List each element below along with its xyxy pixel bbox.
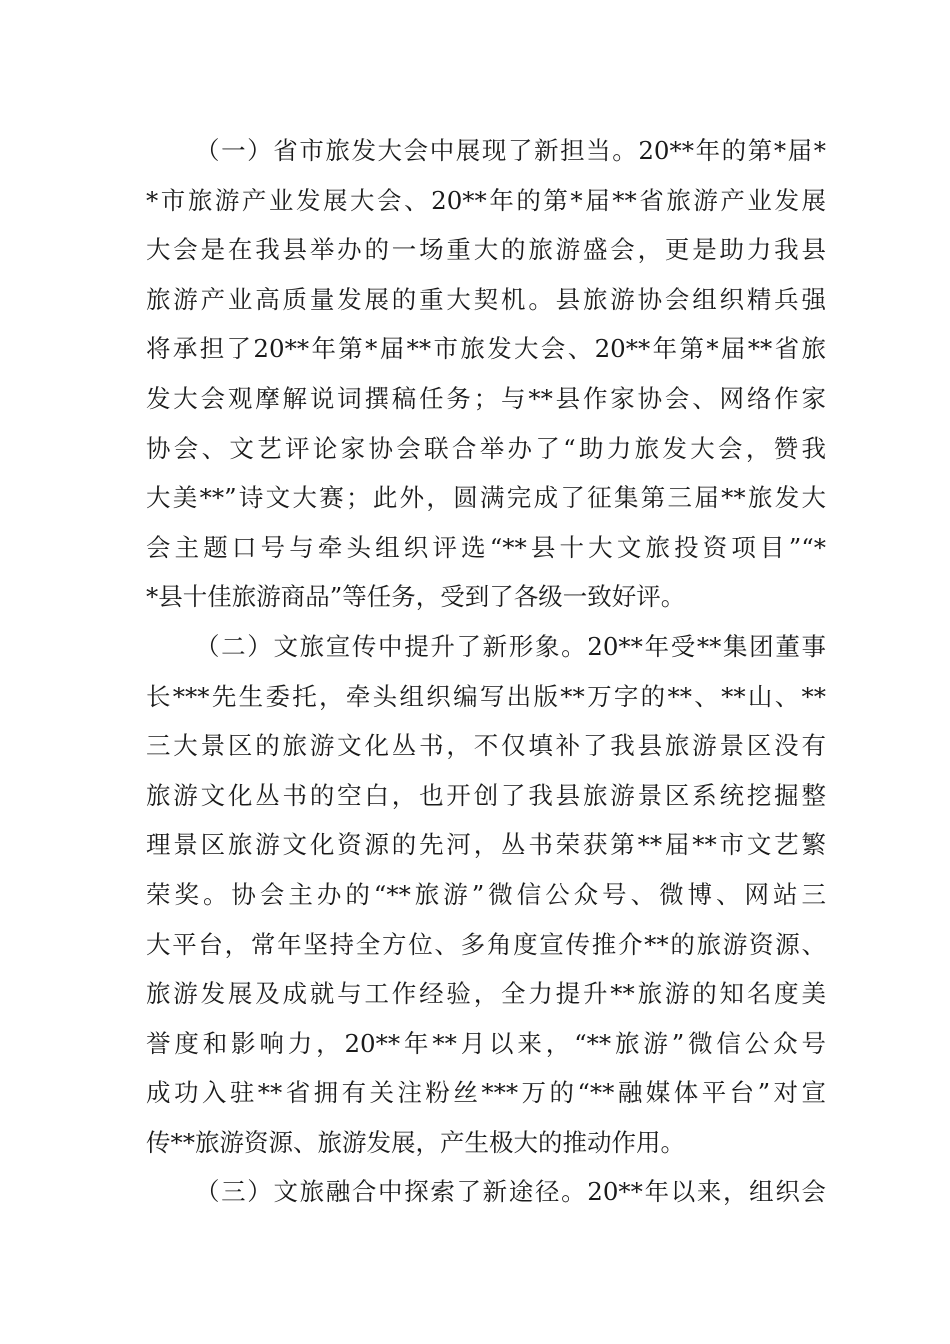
paragraph-line: *县十佳旅游商品”等任务，受到了各级一致好评。: [146, 582, 686, 612]
body-text: [146, 126, 826, 1217]
paragraph-first-line: （二）文旅宣传中提升了新形象。20**年受**集团董事: [195, 631, 826, 661]
paragraph-first-line: （三）文旅融合中探索了新途径。20**年以来，组织会: [195, 1177, 826, 1207]
paragraph-line: *市旅游产业发展大会、20**年的第*届**省旅游产业发展: [146, 185, 826, 215]
paragraph-line: 大平台，常年坚持全方位、多角度宣传推介**的旅游资源、: [146, 929, 826, 959]
paragraph-line: 传**旅游资源、旅游发展，产生极大的推动作用。: [146, 1127, 685, 1157]
paragraph-first-line: （一）省市旅发大会中展现了新担当。20**年的第*届*: [195, 136, 826, 165]
paragraph-line: 荣奖。协会主办的“**旅游”微信公众号、微博、网站三: [146, 879, 826, 909]
paragraph-line: 理景区旅游文化资源的先河，丛书荣获第**届**市文艺繁: [146, 830, 826, 860]
paragraph-line: 旅游产业高质量发展的重大契机。县旅游协会组织精兵强: [146, 284, 826, 314]
paragraph-line: 将承担了20**年第*届**市旅发大会、20**年第*届**省旅: [146, 334, 826, 364]
paragraph-line: 协会、文艺评论家协会联合举办了“助力旅发大会，赞我: [146, 433, 826, 463]
paragraph-line: 旅游文化丛书的空白，也开创了我县旅游景区系统挖掘整: [146, 780, 826, 810]
paragraph-line: 三大景区的旅游文化丛书，不仅填补了我县旅游景区没有: [146, 731, 826, 761]
paragraph-line: 成功入驻**省拥有关注粉丝***万的“**融媒体平台”对宣: [146, 1078, 826, 1108]
paragraph-line: 长***先生委托，牵头组织编写出版**万字的**、**山、**: [146, 681, 826, 711]
paragraph-line: 发大会观摩解说词撰稿任务；与**县作家协会、网络作家: [146, 383, 826, 413]
paragraph-line: 大会是在我县举办的一场重大的旅游盛会，更是助力我县: [146, 235, 826, 265]
paragraph-line: 誉度和影响力，20**年**月以来，“**旅游”微信公众号: [146, 1028, 826, 1058]
paragraph-line: 旅游发展及成就与工作经验，全力提升**旅游的知名度美: [146, 979, 826, 1009]
paragraph-line: 大美**”诗文大赛；此外，圆满完成了征集第三届**旅发大: [146, 483, 826, 513]
paragraph-line: 会主题口号与牵头组织评选“**县十大文旅投资项目”“*: [146, 532, 826, 562]
